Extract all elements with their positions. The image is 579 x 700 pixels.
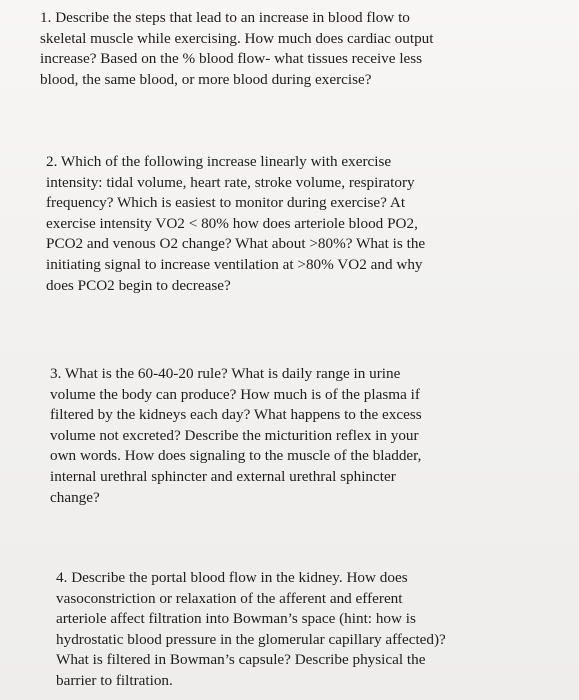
question-2-line: PCO2 and venous O2 change? What about >80%? What is the bbox=[46, 235, 426, 253]
question-3-line: internal urethral sphincter and external urethral sphincter bbox=[50, 467, 396, 485]
question-4-line: vasoconstriction or relaxation of the afferent and efferent bbox=[56, 589, 403, 607]
question-3-line: own words. How does signaling to the muscle of the bladder, bbox=[50, 447, 422, 465]
question-2-line: 2. Which of the following increase linearly with exercise bbox=[46, 153, 392, 170]
question-2-line: frequency? Which is easiest to monitor during exercise? At bbox=[46, 194, 406, 212]
question-4-line: arteriole affect filtration into Bowman’s space (hint: how is bbox=[56, 610, 416, 628]
question-3-line: volume not excreted? Describe the micturition reflex in your bbox=[50, 426, 419, 444]
question-2-line: intensity: tidal volume, heart rate, stroke volume, respiratory bbox=[46, 173, 415, 191]
question-2-line: exercise intensity VO2 < 80% how does arteriole blood PO2, bbox=[46, 214, 418, 232]
question-3-line: 3. What is the 60-40-20 rule? What is daily range in urine bbox=[50, 365, 401, 382]
question-3-line: volume the body can produce? How much is of the plasma if bbox=[50, 385, 420, 403]
question-1-line: 1. Describe the steps that lead to an increase in blood flow to bbox=[40, 9, 410, 26]
question-2-line: initiating signal to increase ventilation at >80% VO2 and why bbox=[46, 255, 423, 273]
question-4 bbox=[56, 568, 531, 692]
question-4-line: What is filtered in Bowman’s capsule? Describe physical the bbox=[56, 651, 426, 669]
question-2 bbox=[46, 152, 521, 296]
question-1-line: skeletal muscle while exercising. How much does cardiac output bbox=[40, 29, 434, 47]
question-1-line: increase? Based on the % blood flow- what tissues receive less bbox=[40, 50, 423, 68]
question-1-line: blood, the same blood, or more blood during exercise? bbox=[40, 70, 372, 88]
question-4-line: 4. Describe the portal blood flow in the kidney. How does bbox=[56, 569, 408, 586]
question-4-line: barrier to filtration. bbox=[56, 671, 173, 689]
question-3-line: change? bbox=[50, 488, 100, 506]
question-1 bbox=[40, 8, 515, 90]
question-3 bbox=[50, 364, 525, 508]
question-4-line: hydrostatic blood pressure in the glomerular capillary affected)? bbox=[56, 630, 446, 648]
question-2-line: does PCO2 begin to decrease? bbox=[46, 276, 231, 294]
question-3-line: filtered by the kidneys each day? What happens to the excess bbox=[50, 406, 422, 424]
